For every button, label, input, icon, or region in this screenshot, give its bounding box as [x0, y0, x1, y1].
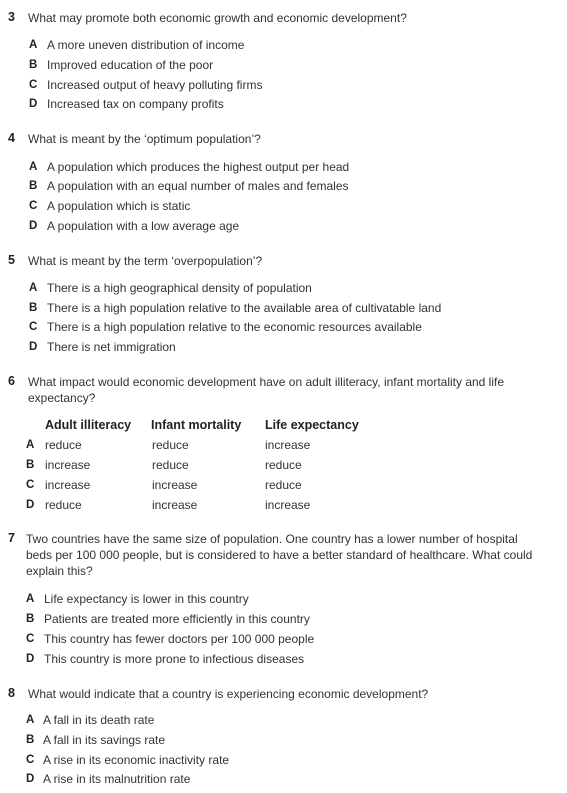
option-3b[interactable] — [0, 57, 567, 73]
option-text: A fall in its savings rate — [43, 733, 166, 747]
question-text: What may promote both economic growth and economic development? — [28, 11, 407, 25]
table-cell: increase — [152, 498, 198, 512]
option-letter: C — [26, 633, 35, 645]
option-7a[interactable] — [0, 591, 567, 607]
table-cell: increase — [45, 478, 91, 492]
option-text: A population which is static — [47, 199, 191, 213]
option-text: There is a high population relative to the economic resources available — [47, 320, 422, 334]
option-6b[interactable] — [0, 457, 567, 473]
option-5a[interactable] — [0, 280, 567, 296]
option-text: This country has fewer doctors per 100 000 people — [44, 632, 315, 646]
option-letter: B — [29, 59, 38, 71]
option-letter: B — [26, 613, 35, 625]
option-text: This country is more prone to infectious diseases — [44, 652, 305, 666]
option-letter: D — [26, 773, 35, 785]
option-letter: A — [29, 282, 38, 294]
option-letter: D — [26, 499, 35, 511]
option-letter: D — [29, 341, 38, 353]
option-text: Patients are treated more efficiently in this country — [44, 612, 310, 626]
option-5c[interactable] — [0, 319, 567, 335]
option-text: Life expectancy is lower in this country — [44, 592, 249, 606]
option-5b[interactable] — [0, 300, 567, 316]
question-text-line: explain this? — [26, 564, 93, 578]
option-text: Increased output of heavy polluting firms — [47, 78, 263, 92]
option-letter: D — [26, 653, 35, 665]
table-cell: reduce — [265, 458, 302, 472]
option-3c[interactable] — [0, 77, 567, 93]
option-letter: D — [29, 220, 38, 232]
option-8a[interactable] — [0, 712, 567, 728]
option-text: A population with a low average age — [47, 219, 240, 233]
table-cell: increase — [265, 498, 311, 512]
table-header-adult-illiteracy: Adult illiteracy — [45, 418, 132, 432]
option-letter: B — [29, 180, 38, 192]
question-number: 4 — [8, 131, 15, 145]
question-number: 5 — [8, 253, 15, 267]
option-8d[interactable] — [0, 771, 567, 787]
table-cell: reduce — [265, 478, 302, 492]
option-letter: A — [29, 39, 38, 51]
question-number: 6 — [8, 374, 15, 388]
question-text: What would indicate that a country is experiencing economic development? — [28, 687, 429, 701]
question-text: What is meant by the ‘optimum population’? — [28, 132, 261, 146]
question-text-line: expectancy? — [28, 391, 96, 405]
question-text — [26, 531, 541, 579]
option-letter: B — [26, 734, 35, 746]
question-text-line: beds per 100 000 people, but is considered to have a better standard of healthcare. What could — [26, 548, 533, 562]
option-letter: C — [26, 479, 35, 491]
option-text: A fall in its death rate — [43, 713, 155, 727]
option-letter: C — [29, 79, 38, 91]
table-cell: reduce — [152, 438, 189, 452]
option-4c[interactable] — [0, 198, 567, 214]
option-text: A more uneven distribution of income — [47, 38, 245, 52]
option-letter: B — [26, 459, 35, 471]
option-letter: A — [29, 161, 38, 173]
option-6d[interactable] — [0, 497, 567, 513]
option-letter: A — [26, 439, 35, 451]
option-text: A rise in its economic inactivity rate — [43, 753, 230, 767]
option-text: There is net immigration — [47, 340, 176, 354]
option-text: A rise in its malnutrition rate — [43, 772, 191, 786]
option-6a[interactable] — [0, 437, 567, 453]
table-cell: reduce — [152, 458, 189, 472]
option-letter: C — [29, 200, 38, 212]
option-7c[interactable] — [0, 631, 567, 647]
table-cell: increase — [265, 438, 311, 452]
option-7d[interactable] — [0, 651, 567, 667]
question-text — [28, 374, 533, 406]
option-6c[interactable] — [0, 477, 567, 493]
option-text: A population with an equal number of males and females — [47, 179, 349, 193]
question-text-line: Two countries have the same size of population. One country has a lower number of hospital — [26, 532, 518, 546]
table-cell: reduce — [45, 498, 82, 512]
table-cell: increase — [152, 478, 198, 492]
option-letter: A — [26, 593, 35, 605]
option-8c[interactable] — [0, 752, 567, 768]
option-8b[interactable] — [0, 732, 567, 748]
option-5d[interactable] — [0, 339, 567, 355]
question-number: 7 — [8, 531, 15, 545]
question-text: What is meant by the term ‘overpopulation’? — [28, 254, 263, 268]
option-text: There is a high population relative to the available area of cultivatable land — [47, 301, 442, 315]
option-letter: D — [29, 98, 38, 110]
option-letter: C — [29, 321, 38, 333]
option-4a[interactable] — [0, 159, 567, 175]
table-cell: increase — [45, 458, 91, 472]
option-letter: B — [29, 302, 38, 314]
option-text: A population which produces the highest output per head — [47, 160, 350, 174]
table-header-infant-mortality: Infant mortality — [151, 418, 242, 432]
option-4d[interactable] — [0, 218, 567, 234]
option-4b[interactable] — [0, 178, 567, 194]
question-text-line: What impact would economic development have on adult illiteracy, infant mortality and life — [28, 375, 505, 389]
option-text: Improved education of the poor — [47, 58, 214, 72]
table-cell: reduce — [45, 438, 82, 452]
option-7b[interactable] — [0, 611, 567, 627]
option-3d[interactable] — [0, 96, 567, 112]
option-letter: C — [26, 754, 35, 766]
question-number: 3 — [8, 10, 15, 24]
table-header-life-expectancy: Life expectancy — [265, 418, 359, 432]
option-text: There is a high geographical density of population — [47, 281, 312, 295]
option-text: Increased tax on company profits — [47, 97, 224, 111]
option-letter: A — [26, 714, 35, 726]
question-number: 8 — [8, 686, 15, 700]
option-3a[interactable] — [0, 37, 567, 53]
